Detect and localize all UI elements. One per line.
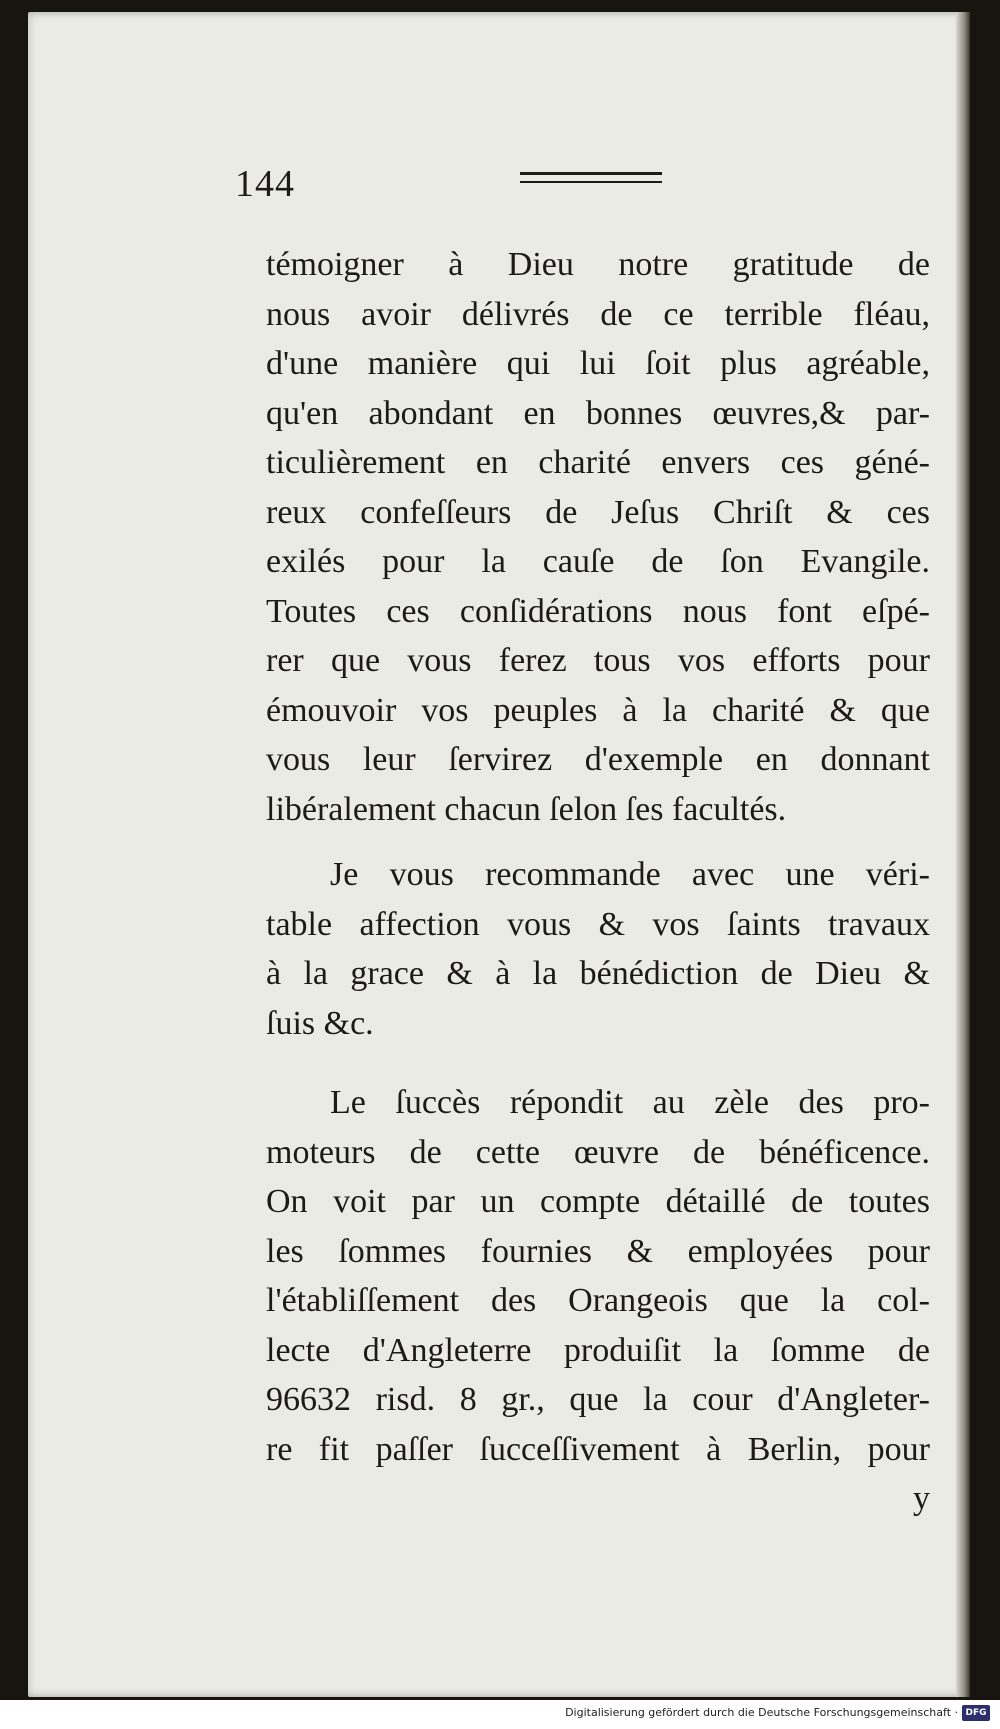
text-line: nous avoir délivrés de ce terrible fléau, [266, 295, 930, 333]
text-line: On voit par un compte détaillé de toutes [266, 1183, 930, 1220]
dfg-logo: DFG [962, 1705, 990, 1721]
text-line: exilés pour la cauſe de ſon Evangile. [266, 543, 930, 580]
text-line: reux confeſſeurs de Jeſus Chriſt & ces [266, 493, 930, 531]
paragraph-2 [266, 850, 930, 1048]
text-line: d'une manière qui lui ſoit plus agréable, [266, 345, 930, 382]
text-line: lecte d'Angleterre produiſit la ſomme de [266, 1331, 930, 1369]
text-line: moteurs de cette œuvre de bénéficence. [266, 1133, 930, 1171]
paragraph-3 [266, 1078, 930, 1474]
text-line: ſuis &c. [266, 1004, 374, 1042]
paragraph-1 [266, 240, 930, 834]
text-line: Toutes ces conſidérations nous font eſpé- [266, 592, 930, 630]
text-line: qu'en abondant en bonnes œuvres,& par- [266, 394, 930, 432]
page-gutter-shadow [956, 12, 970, 1697]
catchword: y [913, 1480, 930, 1517]
text-line: ticulièrement en charité envers ces géné- [266, 444, 930, 481]
text-line: émouvoir vos peuples à la charité & que [266, 691, 930, 729]
text-line: témoigner à Dieu notre gratitude de [266, 246, 930, 283]
text-line: les ſommes fournies & employées pour [266, 1232, 930, 1270]
header-ornament-rule [520, 172, 662, 183]
text-line: vous leur ſervirez d'exemple en donnant [266, 741, 930, 778]
text-line: libéralement chacun ſelon ſes facultés. [266, 790, 787, 828]
text-line: Je vous recommande avec une véri- [330, 856, 930, 893]
digitization-footer [0, 1700, 1000, 1729]
text-line: à la grace & à la bénédiction de Dieu & [266, 955, 930, 992]
funding-credit: Digitalisierung gefördert durch die Deutsche Forschungsgemeinschaft · [565, 1706, 958, 1719]
text-line: table affection vous & vos ſaints travaux [266, 905, 930, 943]
text-line: l'établiſſement des Orangeois que la col- [266, 1282, 930, 1319]
page-header [235, 162, 935, 212]
text-line: re fit paſſer ſucceſſivement à Berlin, pour [266, 1430, 930, 1468]
text-line: Le ſuccès répondit au zèle des pro- [330, 1084, 930, 1121]
text-line: 96632 risd. 8 gr., que la cour d'Angleter- [266, 1381, 930, 1418]
body-text [266, 240, 930, 1524]
page-number: 144 [235, 163, 295, 205]
text-line: rer que vous ferez tous vos efforts pour [266, 642, 930, 679]
